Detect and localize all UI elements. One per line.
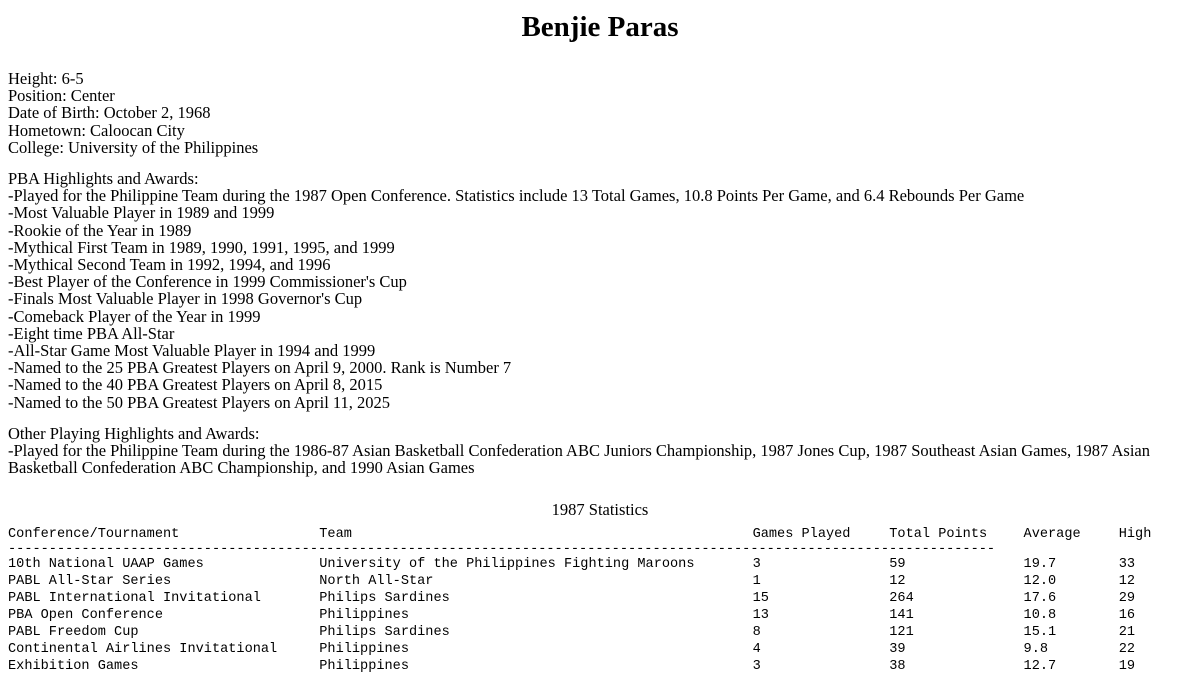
stats-table-title: 1987 Statistics (551, 500, 649, 520)
pba-highlight-item: -Named to the 40 PBA Greatest Players on April 8, 2015 (8, 375, 383, 395)
table-row (8, 607, 1192, 624)
cell-team: Philippines (319, 608, 409, 624)
table-row (8, 573, 1192, 590)
table-rule-row (8, 543, 1192, 556)
cell-high: 19 (1118, 659, 1136, 675)
stats-table (8, 526, 1192, 675)
pba-highlight-item: -Named to the 25 PBA Greatest Players on April 9, 2000. Rank is Number 7 (8, 358, 512, 378)
cell-average: 15.1 (1023, 625, 1057, 641)
table-rule: ------------------------------------------------------------------------------------------------------------------------- (8, 543, 996, 557)
cell-total-points: 264 (889, 591, 914, 607)
pba-highlight-item: -Named to the 50 PBA Greatest Players on April 11, 2025 (8, 392, 391, 412)
table-row (8, 556, 1192, 573)
column-header-conference: Conference/Tournament (8, 527, 180, 543)
pba-highlight-item: -Finals Most Valuable Player in 1998 Governor's Cup (8, 289, 363, 309)
table-row (8, 658, 1192, 675)
spacer (8, 156, 1192, 170)
cell-total-points: 12 (889, 574, 906, 590)
pba-highlight-item: -Comeback Player of the Year in 1999 (8, 306, 261, 326)
document-page (0, 10, 1200, 675)
cell-team: University of the Philippines Fighting Maroons (319, 557, 695, 573)
cell-games-played: 8 (752, 625, 761, 641)
column-header-average: Average (1023, 527, 1081, 543)
table-row (8, 590, 1192, 607)
cell-average: 10.8 (1023, 608, 1057, 624)
cell-total-points: 59 (889, 557, 906, 573)
cell-games-played: 1 (752, 574, 761, 590)
bio-college: College: University of the Philippines (8, 137, 259, 157)
cell-team: Philips Sardines (319, 591, 450, 607)
cell-conference: 10th National UAAP Games (8, 557, 204, 573)
pba-highlight-item: -Mythical Second Team in 1992, 1994, and 1996 (8, 255, 331, 275)
cell-high: 29 (1118, 591, 1136, 607)
page-title: Benjie Paras (521, 11, 679, 43)
bio-block (8, 70, 1192, 156)
cell-high: 22 (1118, 642, 1136, 658)
bio-date-of-birth: Date of Birth: October 2, 1968 (8, 103, 211, 123)
pba-highlight-item: -Rookie of the Year in 1989 (8, 220, 192, 240)
bio-position: Position: Center (8, 86, 115, 106)
cell-conference: Continental Airlines Invitational (8, 642, 278, 658)
pba-highlight-item: -Best Player of the Conference in 1999 Commissioner's Cup (8, 272, 407, 292)
other-highlights-heading: Other Playing Highlights and Awards: (8, 423, 260, 443)
cell-total-points: 141 (889, 608, 914, 624)
cell-high: 21 (1118, 625, 1136, 641)
bio-hometown: Hometown: Caloocan City (8, 120, 185, 140)
other-highlights-block (8, 425, 1192, 477)
cell-high: 12 (1118, 574, 1136, 590)
cell-high: 16 (1118, 608, 1136, 624)
pba-highlight-item: -Most Valuable Player in 1989 and 1999 (8, 203, 275, 223)
cell-team: Philips Sardines (319, 625, 450, 641)
pba-highlights-heading: PBA Highlights and Awards: (8, 169, 199, 189)
cell-team: Philippines (319, 659, 409, 675)
pba-highlight-item: -Eight time PBA All-Star (8, 323, 175, 343)
cell-conference: PABL All-Star Series (8, 574, 172, 590)
cell-games-played: 3 (752, 659, 761, 675)
column-header-total-points: Total Points (889, 527, 988, 543)
cell-average: 12.7 (1023, 659, 1057, 675)
cell-high: 33 (1118, 557, 1136, 573)
cell-average: 12.0 (1023, 574, 1057, 590)
pba-highlight-item: -All-Star Game Most Valuable Player in 1994 and 1999 (8, 341, 376, 361)
cell-average: 19.7 (1023, 557, 1057, 573)
cell-games-played: 4 (752, 642, 761, 658)
column-header-high: High (1118, 527, 1152, 543)
pba-highlight-item: -Played for the Philippine Team during the 1987 Open Conference. Statistics include 13 Total Games, 10.8 Points Per Game, and 6.4 Rebounds Per Game (8, 186, 1025, 206)
cell-games-played: 3 (752, 557, 761, 573)
table-header-row (8, 526, 1192, 543)
cell-conference: PBA Open Conference (8, 608, 163, 624)
cell-total-points: 39 (889, 642, 906, 658)
column-header-team: Team (319, 527, 352, 543)
cell-conference: Exhibition Games (8, 659, 139, 675)
cell-total-points: 121 (889, 625, 914, 641)
cell-team: Philippines (319, 642, 409, 658)
table-row (8, 641, 1192, 658)
cell-conference: PABL Freedom Cup (8, 625, 139, 641)
pba-highlight-item: -Mythical First Team in 1989, 1990, 1991, 1995, and 1999 (8, 237, 395, 257)
bio-height: Height: 6-5 (8, 69, 84, 88)
cell-average: 9.8 (1023, 642, 1049, 658)
cell-team: North All-Star (319, 574, 434, 590)
cell-games-played: 13 (752, 608, 769, 624)
table-row (8, 624, 1192, 641)
cell-conference: PABL International Invitational (8, 591, 261, 607)
column-header-games-played: Games Played (752, 527, 851, 543)
spacer (8, 411, 1192, 425)
cell-games-played: 15 (752, 591, 769, 607)
pba-highlights-block (8, 170, 1192, 411)
cell-average: 17.6 (1023, 591, 1057, 607)
other-highlights-text: -Played for the Philippine Team during the 1986-87 Asian Basketball Confederation ABC Juniors Championship, 1987 Jones Cup, 1987 Southeast Asian Games, 1987 Asian Basketball Confederation ABC Championship, and 1990 Asian Games (8, 441, 1150, 478)
cell-total-points: 38 (889, 659, 906, 675)
